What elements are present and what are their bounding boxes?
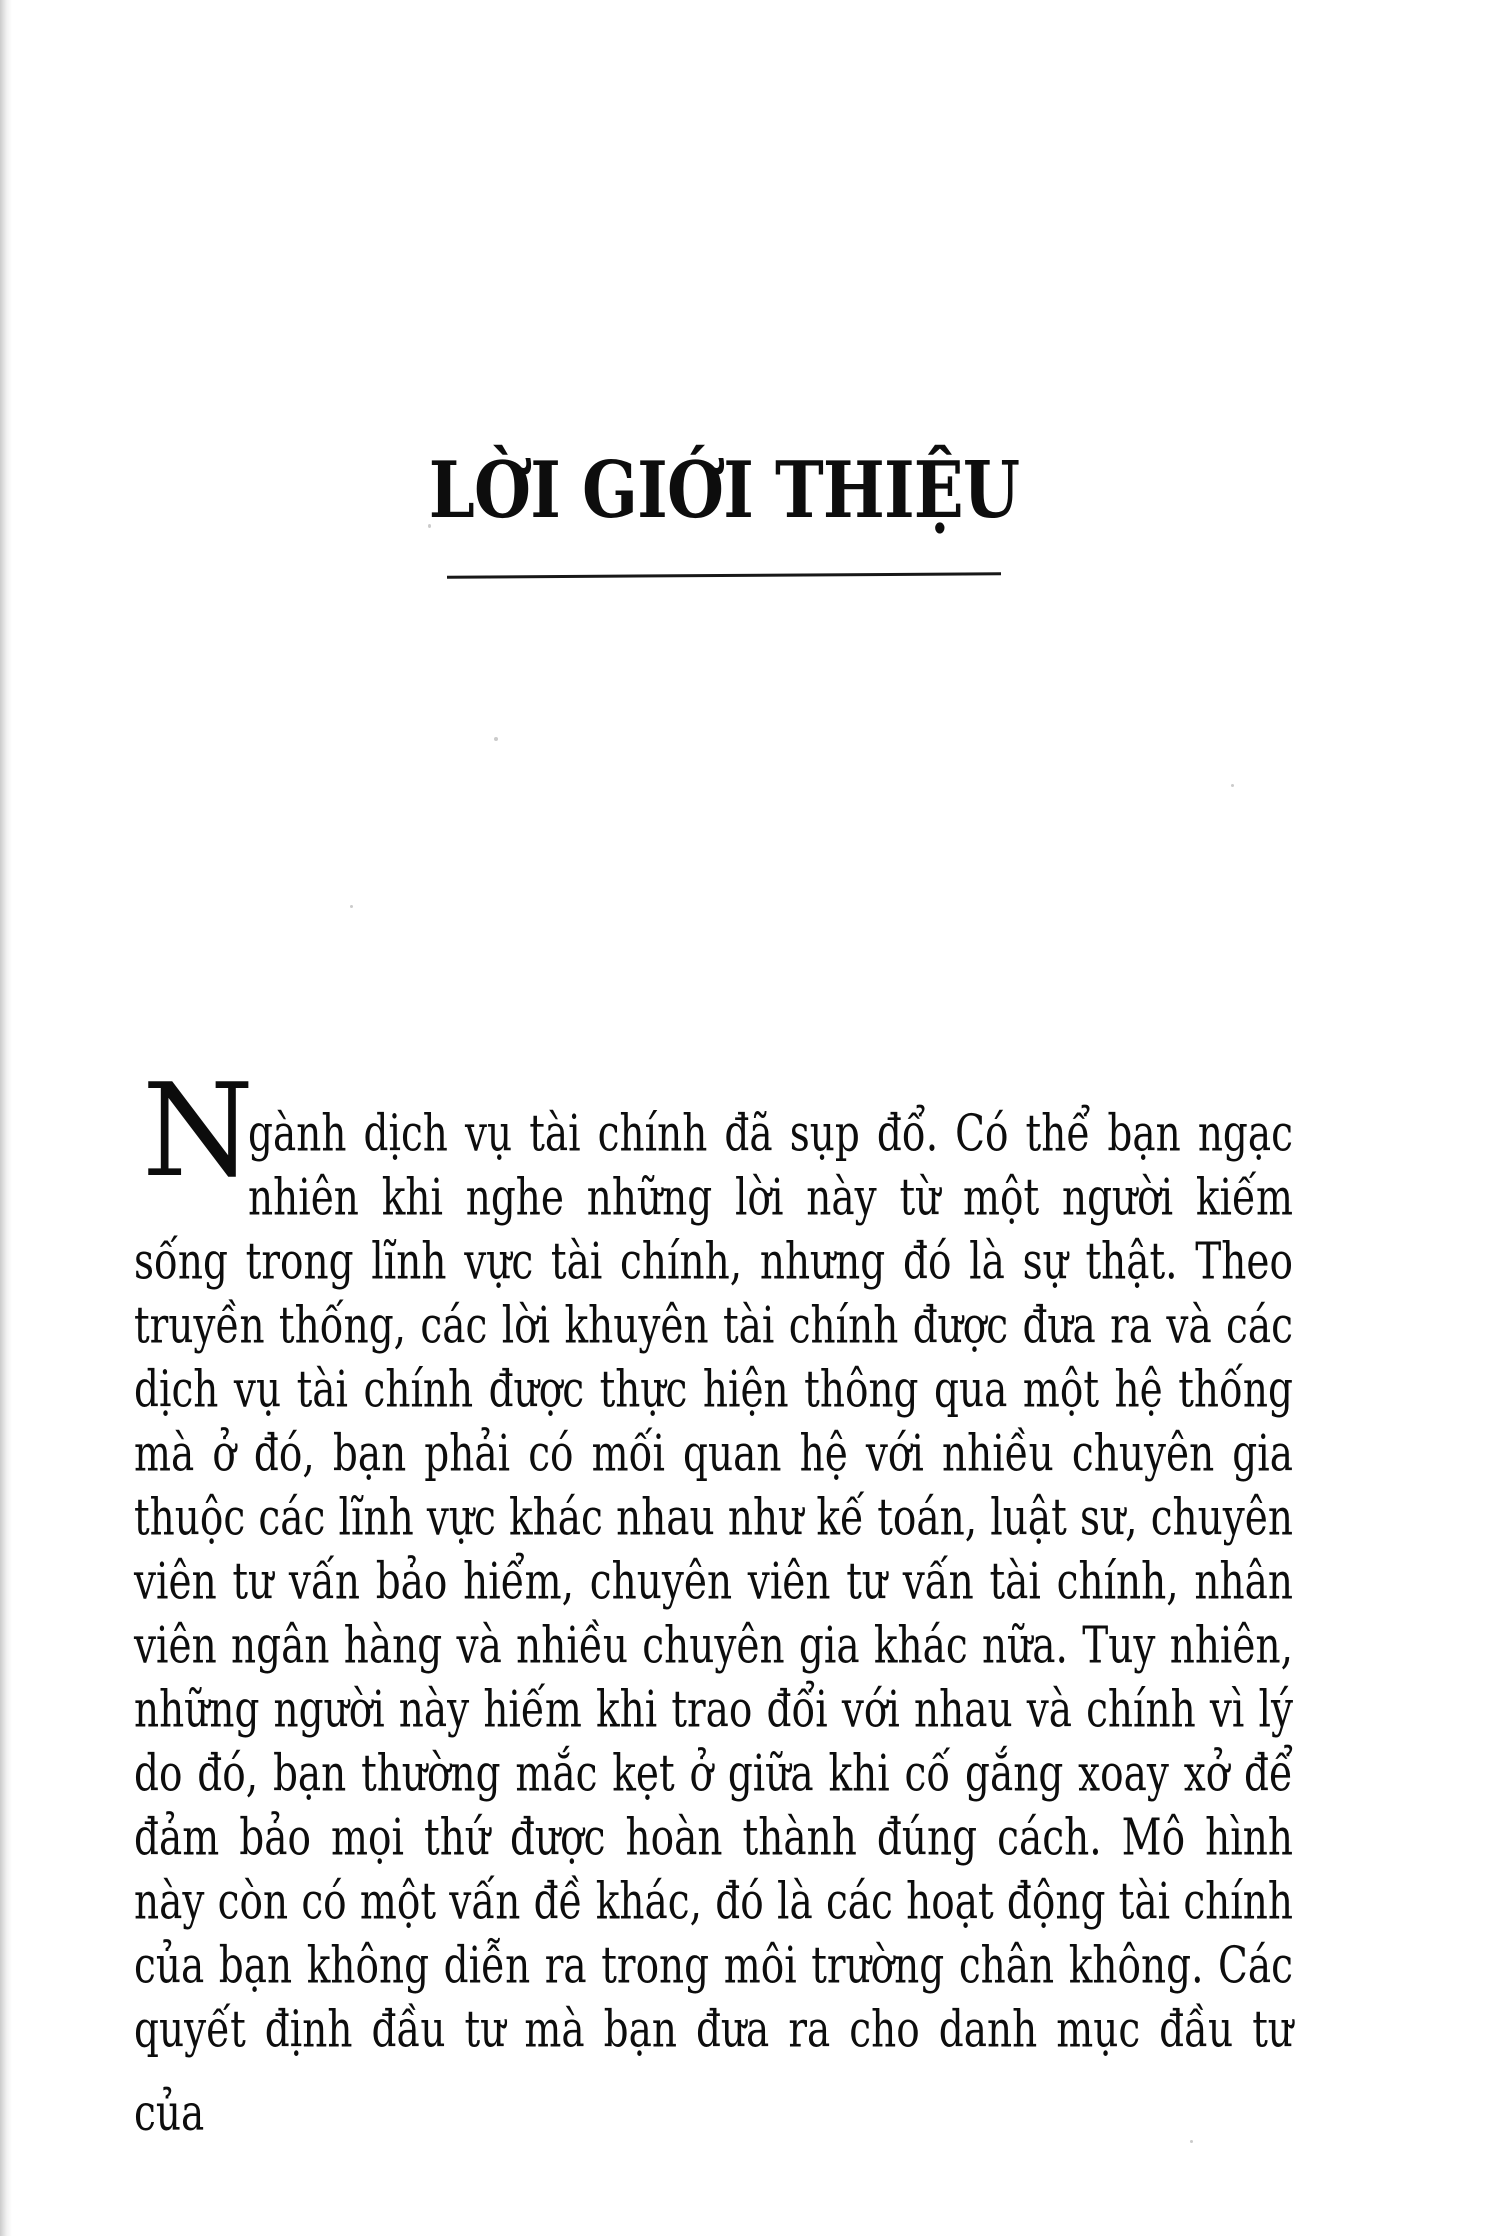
title-underline-rule xyxy=(447,572,1001,578)
paragraph-line: của bạn không diễn ra trong môi trường chân không. Các xyxy=(134,1937,1293,1996)
paragraph-line: viên ngân hàng và nhiều chuyên gia khác nữa. Tuy nhiên, xyxy=(134,1617,1293,1676)
scan-speck xyxy=(428,524,431,528)
paragraph-line: mà ở đó, bạn phải có mối quan hệ với nhiều chuyên gia xyxy=(134,1425,1293,1484)
paragraph-line: đảm bảo mọi thứ được hoàn thành đúng cách. Mô hình xyxy=(134,1809,1293,1868)
scan-speck xyxy=(350,905,353,908)
chapter-title: LỜI GIỚI THIỆU xyxy=(428,445,1020,536)
paragraph-line: quyết định đầu tư mà bạn đưa ra cho danh mục đầu tư của xyxy=(134,2001,1293,2143)
paragraph-line: sống trong lĩnh vực tài chính, nhưng đó là sự thật. Theo xyxy=(134,1233,1293,1292)
paragraph-line: gành dịch vụ tài chính đã sụp đổ. Có thể bạn ngạc xyxy=(248,1105,1293,1164)
paragraph-line: này còn có một vấn đề khác, đó là các hoạt động tài chính xyxy=(134,1873,1293,1932)
scan-speck xyxy=(1231,784,1234,787)
drop-cap-letter: N xyxy=(142,1057,254,1206)
intro-paragraph xyxy=(134,1103,1293,2143)
paragraph-line: những người này hiếm khi trao đổi với nhau và chính vì lý xyxy=(134,1681,1293,1740)
paragraph-line: dịch vụ tài chính được thực hiện thông qua một hệ thống xyxy=(134,1361,1293,1420)
scan-speck xyxy=(1190,2140,1193,2143)
paragraph-line: do đó, bạn thường mắc kẹt ở giữa khi cố gắng xoay xở để xyxy=(134,1745,1293,1804)
paragraph-line: viên tư vấn bảo hiểm, chuyên viên tư vấn tài chính, nhân xyxy=(134,1553,1293,1612)
paragraph-line: truyền thống, các lời khuyên tài chính được đưa ra và các xyxy=(134,1297,1293,1356)
paragraph-line: nhiên khi nghe những lời này từ một người kiếm xyxy=(248,1169,1293,1228)
page-gutter-shadow xyxy=(0,0,12,2236)
scan-speck xyxy=(494,737,498,741)
paragraph-line: thuộc các lĩnh vực khác nhau như kế toán, luật sư, chuyên xyxy=(134,1489,1293,1548)
